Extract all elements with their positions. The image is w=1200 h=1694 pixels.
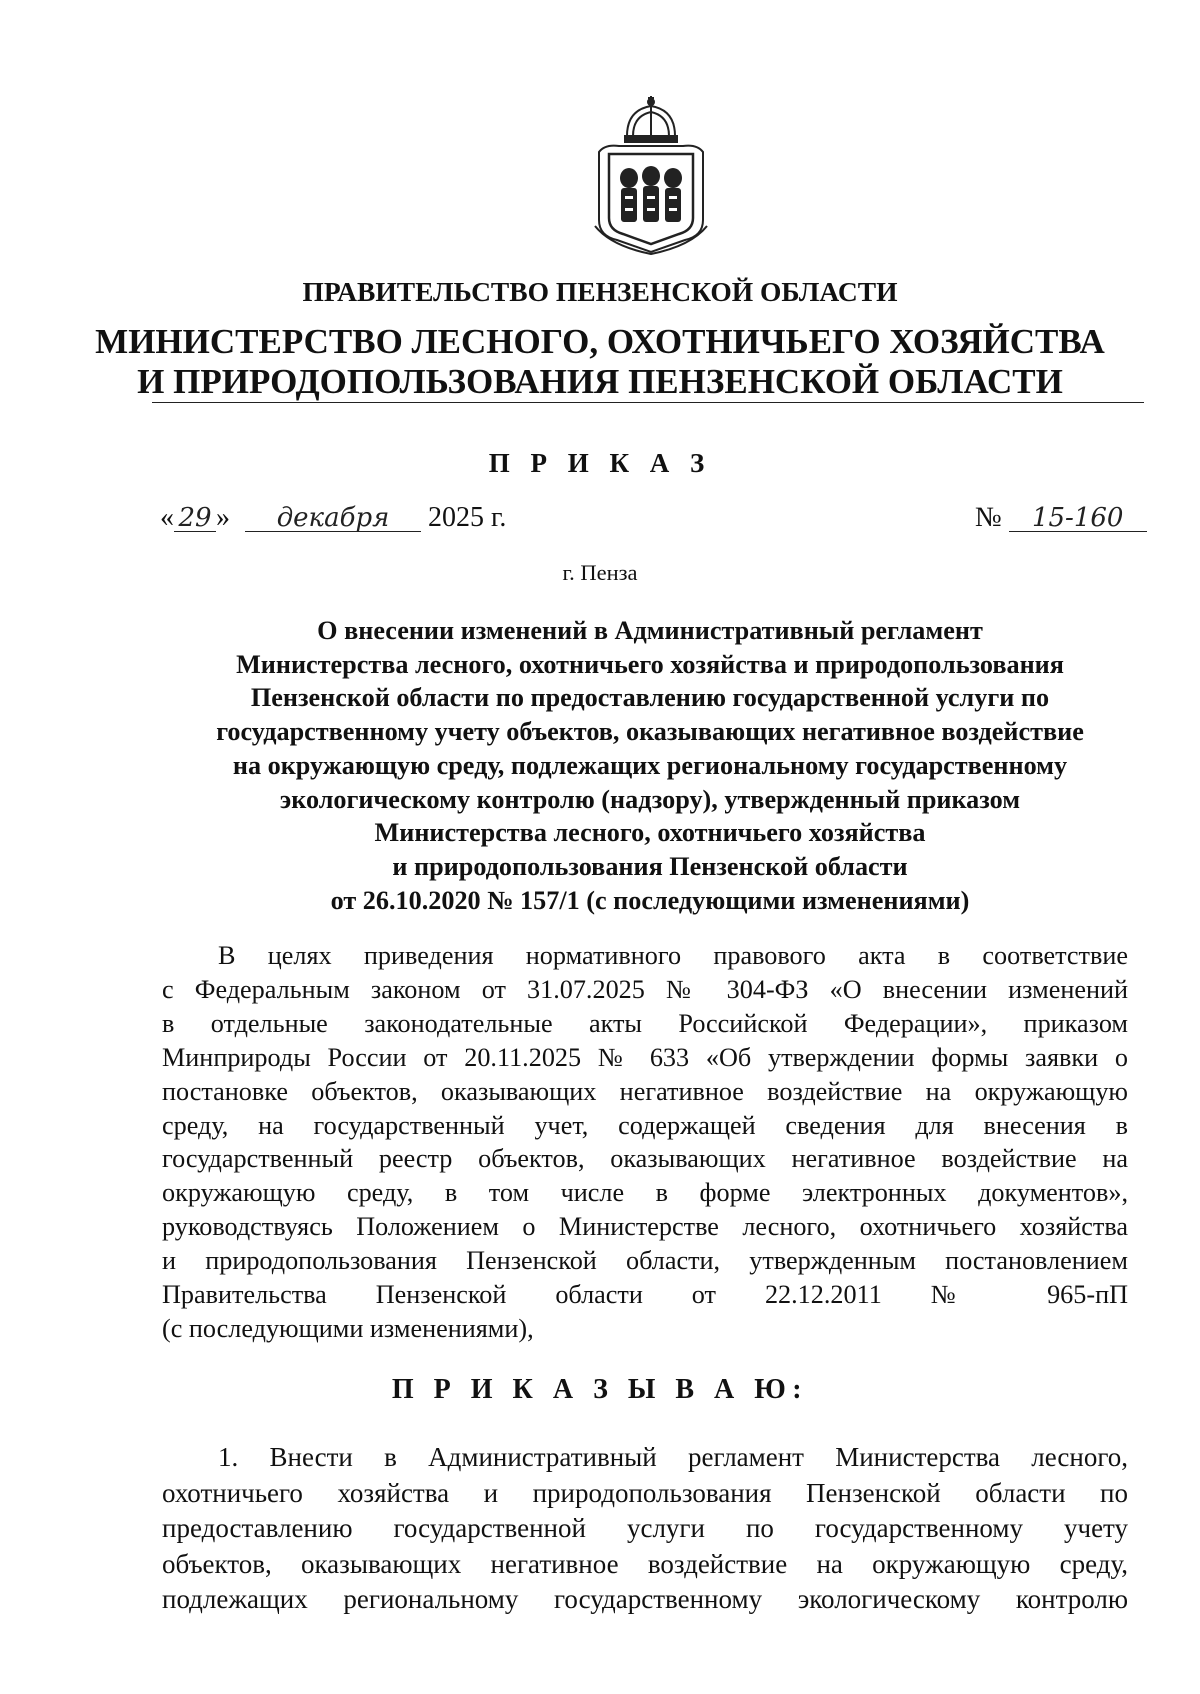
header-divider <box>152 402 1144 403</box>
subject-line: государственному учету объектов, оказывающих негативное воздействие <box>216 717 1084 747</box>
subject-line: Министерства лесного, охотничьего хозяйства <box>374 818 926 848</box>
preamble-line: (с последующими изменениями), <box>162 1313 534 1343</box>
preamble-paragraph <box>162 939 1128 1346</box>
preamble-line: окружающую среду, в том числе в форме электронных документов», <box>162 1178 1128 1208</box>
government-title: ПРАВИТЕЛЬСТВО ПЕНЗЕНСКОЙ ОБЛАСТИ <box>302 276 898 307</box>
item-line: подлежащих региональному государственному экологическому контролю <box>162 1584 1128 1615</box>
preamble-line: постановке объектов, оказывающих негативное воздействие на окружающую <box>162 1076 1128 1106</box>
orders-heading: П Р И К А З Ы В А Ю: <box>391 1374 809 1405</box>
subject-line: О внесении изменений в Административный регламент <box>317 616 983 645</box>
preamble-line: в отдельные законодательные акты Российской Федерации», приказом <box>162 1008 1128 1038</box>
subject-line: экологическому контролю (надзору), утвержденный приказом <box>279 784 1021 814</box>
item-line: охотничьего хозяйства и природопользования Пензенской области по <box>162 1477 1128 1508</box>
coat-of-arms-emblem <box>591 96 711 256</box>
date-year: 2025 г. <box>428 502 507 533</box>
order-number <box>975 502 1147 534</box>
order-date <box>160 502 506 534</box>
document-type-title: П Р И К А З <box>488 448 712 478</box>
preamble-line: Минприроды России от 20.11.2025 № 633 «Об утверждении формы заявки о <box>162 1042 1128 1072</box>
city-label: г. Пенза <box>562 560 638 585</box>
preamble-line: В целях приведения нормативного правового акта в соответствие <box>218 941 1128 970</box>
order-item-1 <box>162 1440 1128 1618</box>
date-month: декабря <box>245 505 421 532</box>
preamble-line: государственный реестр объектов, оказывающих негативное воздействие на <box>162 1144 1128 1174</box>
order-subject <box>150 614 1150 917</box>
item-line: предоставлению государственной услуги по государственному учету <box>162 1513 1128 1544</box>
item-line: объектов, оказывающих негативное воздействие на окружающую среду, <box>162 1548 1128 1579</box>
date-day: 29 <box>174 505 216 532</box>
preamble-line: руководствуясь Положением о Министерстве лесного, охотничьего хозяйства <box>162 1212 1128 1242</box>
ministry-title-line-2: И ПРИРОДОПОЛЬЗОВАНИЯ ПЕНЗЕНСКОЙ ОБЛАСТИ <box>137 362 1063 401</box>
subject-line: на окружающую среду, подлежащих региональному государственному <box>232 750 1068 780</box>
preamble-line: Правительства Пензенской области от 22.12.2011 № 965-пП <box>162 1280 1128 1310</box>
ministry-title <box>0 322 1200 402</box>
ministry-title-line-1: МИНИСТЕРСТВО ЛЕСНОГО, ОХОТНИЧЬЕГО ХОЗЯЙСТВА <box>95 322 1105 361</box>
item-line: 1. Внести в Административный регламент Министерства лесного, <box>218 1442 1128 1472</box>
preamble-line: и природопользования Пензенской области, утвержденным постановлением <box>162 1246 1128 1276</box>
number-value: 15-160 <box>1009 505 1147 532</box>
subject-line: Министерства лесного, охотничьего хозяйства и природопользования <box>236 649 1064 679</box>
preamble-line: с Федеральным законом от 31.07.2025 № 304-ФЗ «О внесении изменений <box>162 974 1128 1004</box>
subject-line: от 26.10.2020 № 157/1 (с последующими изменениями) <box>330 885 970 915</box>
date-open-quote: « <box>160 502 174 533</box>
subject-line: и природопользования Пензенской области <box>392 851 908 881</box>
subject-line: Пензенской области по предоставлению государственной услуги по <box>250 683 1050 713</box>
number-label: № <box>975 502 1002 533</box>
date-close-quote: » <box>216 502 230 533</box>
preamble-line: среду, на государственный учет, содержащей сведения для внесения в <box>162 1110 1128 1140</box>
